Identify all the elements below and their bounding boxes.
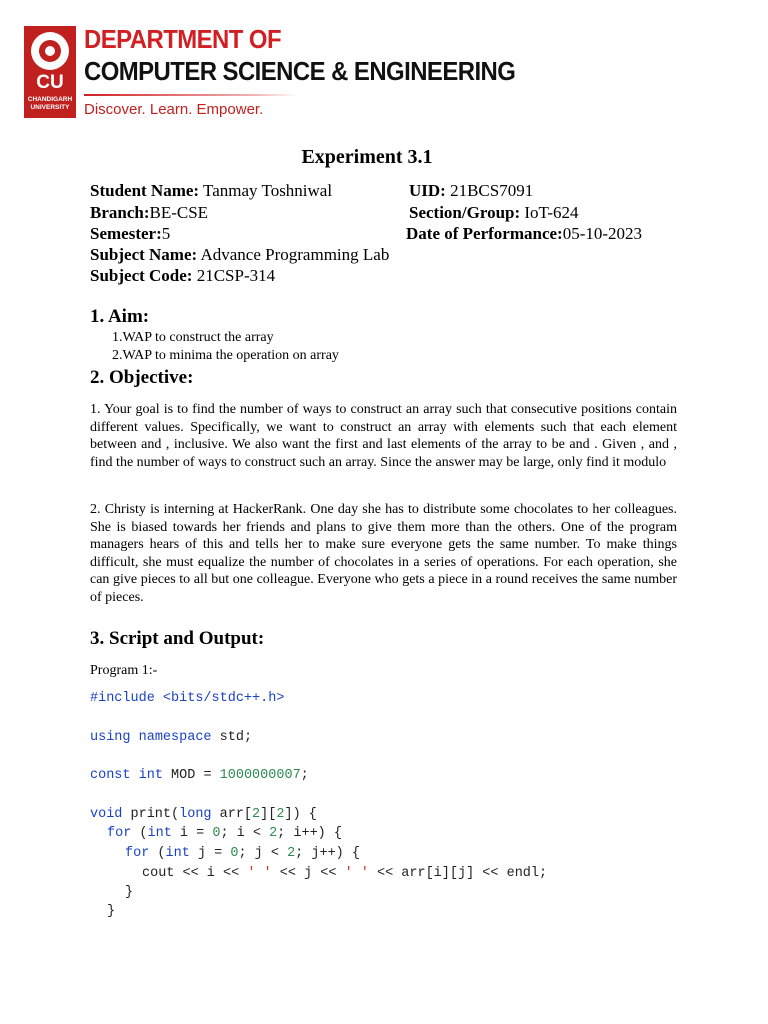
subject-name-row: Subject Name: Advance Programming Lab — [90, 245, 390, 264]
logo-text: CU — [36, 72, 64, 93]
code-line-const: const int MOD = 1000000007; — [90, 768, 309, 783]
tagline: Discover. Learn. Empower. — [84, 101, 264, 118]
code-line-for-j: for (int j = 0; j < 2; j++) { — [125, 846, 360, 861]
objective-heading: 2. Objective: — [90, 367, 194, 388]
header-divider — [84, 94, 298, 96]
department-line-2: COMPUTER SCIENCE & ENGINEERING — [84, 56, 516, 86]
code-line-for-i: for (int i = 0; i < 2; i++) { — [107, 826, 342, 841]
date-of-performance-row: Date of Performance:05-10-2023 — [406, 224, 643, 243]
section-row: Section/Group: IoT-624 — [409, 203, 579, 222]
aim-item-2: 2.WAP to minima the operation on array — [112, 348, 339, 363]
uid-row: UID: 21BCS7091 — [409, 181, 534, 200]
semester-row: Semester:5 — [90, 224, 171, 243]
department-line-1: DEPARTMENT OF — [84, 24, 282, 54]
code-line-close-outer: } — [107, 904, 116, 919]
aim-heading: 1. Aim: — [90, 306, 150, 327]
aim-item-1: 1.WAP to construct the array — [112, 330, 274, 345]
gear-emblem-icon — [31, 32, 69, 70]
branch-row: Branch:BE-CSE — [90, 203, 209, 222]
subject-code-row: Subject Code: 21CSP-314 — [90, 266, 276, 285]
code-line-close-inner: } — [125, 885, 134, 900]
code-line-using: using namespace std; — [90, 730, 253, 745]
objective-paragraph-2: 2. Christy is interning at HackerRank. One day she has to distribute some chocolates to her colleagues. She is biased towards her friends and plans to give them more than the others. One of the program managers hears of this and tells her to make sure everyone gets the same number. To make things difficult, she must equalize the number of chocolates in a series of operations. For each operation, she can give pieces to all but one colleague. Everyone who gets a piece in a round receives the same number of pieces. — [90, 502, 677, 605]
code-line-include: #include <bits/stdc++.h> — [90, 691, 285, 706]
script-heading: 3. Script and Output: — [90, 628, 265, 649]
objective-paragraph-1: 1. Your goal is to find the number of ways to construct an array such that consecutive positions contain different values. Specifically, we want to construct an array with elements such that each element between and , inclusive. We also want the first and last elements of the array to be and . Given , and , find the number of ways to construct such an array. Since the answer may be large, only find it modulo — [90, 402, 677, 470]
logo-university-name: CHANDIGARH UNIVERSITY — [27, 96, 73, 111]
program-label: Program 1:- — [90, 663, 158, 678]
student-name-row: Student Name: Tanmay Toshniwal — [90, 181, 333, 200]
code-line-void: void print(long arr[2][2]) { — [90, 807, 317, 822]
code-line-cout: cout << i << ' ' << j << ' ' << arr[i][j] << endl; — [142, 866, 548, 881]
university-logo — [24, 26, 76, 118]
experiment-title: Experiment 3.1 — [301, 146, 433, 168]
